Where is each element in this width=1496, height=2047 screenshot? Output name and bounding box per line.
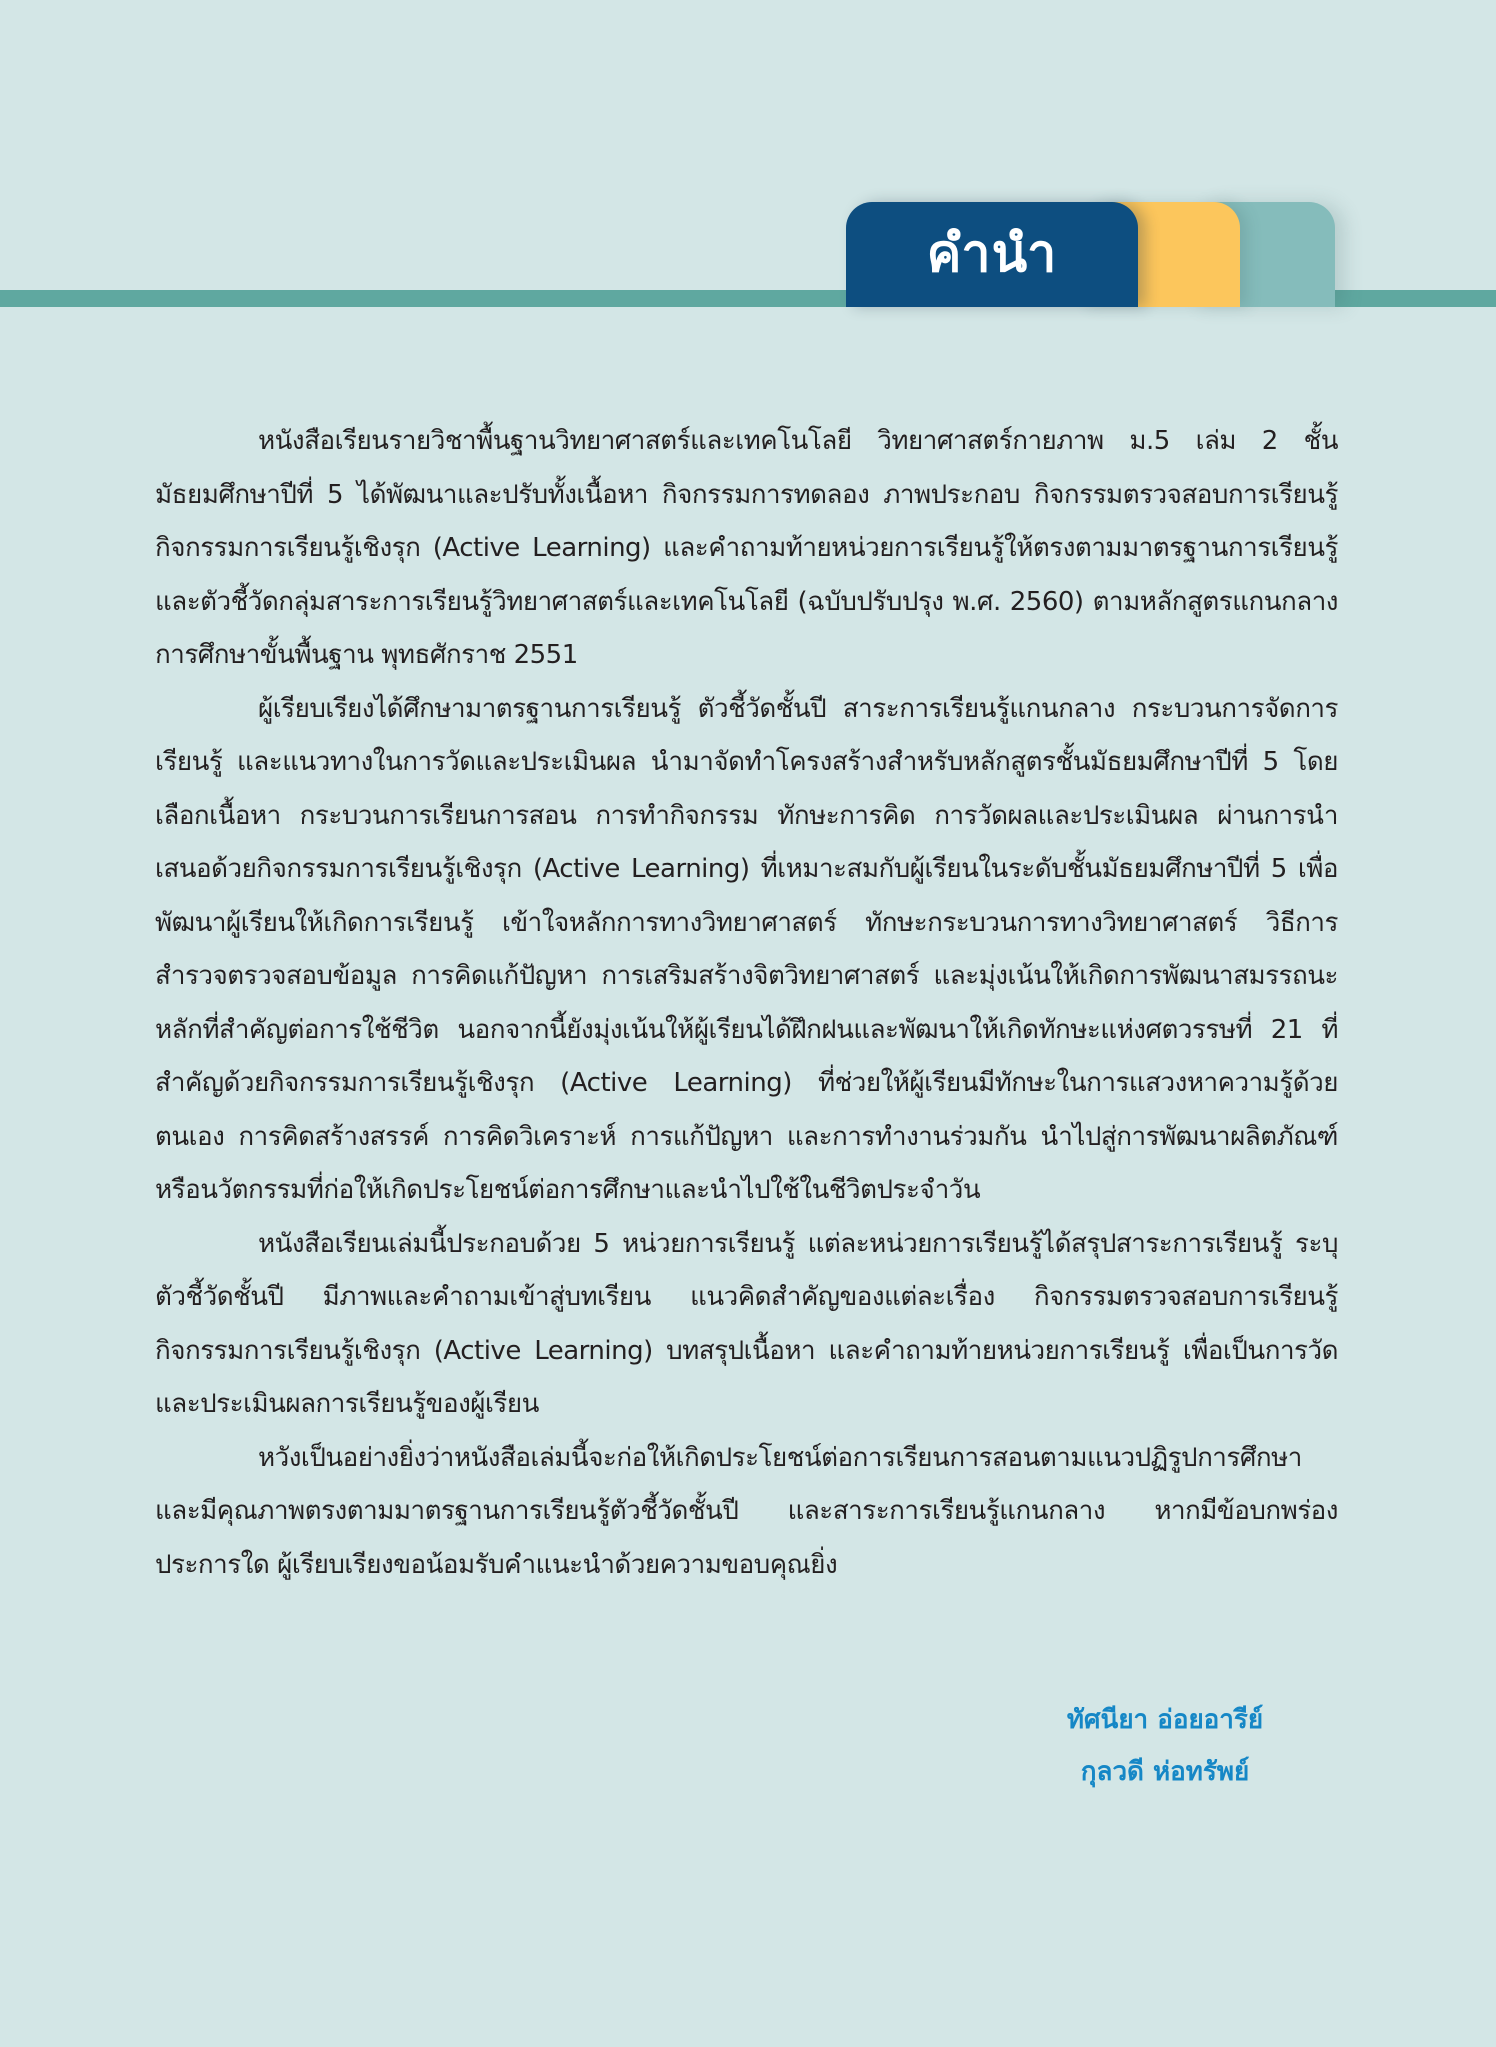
author-name-1: ทัศนียา อ่อยอารีย์ [1066,1705,1264,1735]
paragraph-2: ผู้เรียบเรียงได้ศึกษามาตรฐานการเรียนรู้ ตัวชี้วัดชั้นปี สาระการเรียนรู้แกนกลาง กระบวนการจัดการเรียนรู้ และแนวทางในการวัดและประเมินผล นำมาจัดทำโครงสร้างสำหรับหลักสูตรชั้นมัธยมศึกษาปีที่ 5 โดยเลือกเนื้อหา กระบวนการเรียนการสอน การทำกิจกรรม ทักษะการคิด การวัดผลและประเมินผล ผ่านการนำเสนอด้วยกิจกรรมการเรียนรู้เชิงรุก (Active Learning) ที่เหมาะสมกับผู้เรียนในระดับชั้นมัธยมศึกษาปีที่ 5 เพื่อพัฒนาผู้เรียนให้เกิดการเรียนรู้ เข้าใจหลักการทางวิทยาศาสตร์ ทักษะกระบวนการทางวิทยาศาสตร์ วิธีการสำรวจตรวจสอบข้อมูล การคิดแก้ปัญหา การเสริมสร้างจิตวิทยาศาสตร์ และมุ่งเน้นให้เกิดการพัฒนาสมรรถนะหลักที่สำคัญต่อการใช้ชีวิต นอกจากนี้ยังมุ่งเน้นให้ผู้เรียนได้ฝึกฝนและพัฒนาให้เกิดทักษะแห่งศตวรรษที่ 21 ที่สำคัญด้วยกิจกรรมการเรียนรู้เชิงรุก (Active Learning) ที่ช่วยให้ผู้เรียนมีทักษะในการแสวงหาความรู้ด้วยตนเอง การคิดสร้างสรรค์ การคิดวิเคราะห์ การแก้ปัญหา และการทำงานร่วมกัน นำไปสู่การพัฒนาผลิตภัณฑ์หรือนวัตกรรมที่ก่อให้เกิดประโยชน์ต่อการศึกษาและนำไปใช้ในชีวิตประจำวัน [155,693,1338,1205]
paragraph-4: หวังเป็นอย่างยิ่งว่าหนังสือเล่มนี้จะก่อให้เกิดประโยชน์ต่อการเรียนการสอนตามแนวปฏิรูปการศึกษา และมีคุณภาพตรงตามมาตรฐานการเรียนรู้ตัวชี้วัดชั้นปี และสาระการเรียนรู้แกนกลาง หากมีข้อบกพร่องประการใด ผู้เรียบเรียงขอน้อมรับคำแนะนำด้วยความขอบคุณยิ่ง [155,1442,1338,1580]
paragraph-1: หนังสือเรียนรายวิชาพื้นฐานวิทยาศาสตร์และเทคโนโลยี วิทยาศาสตร์กายภาพ ม.5 เล่ม 2 ชั้นมัธยมศึกษาปีที่ 5 ได้พัฒนาและปรับทั้งเนื้อหา กิจกรรมการทดลอง ภาพประกอบ กิจกรรมตรวจสอบการเรียนรู้ กิจกรรมการเรียนรู้เชิงรุก (Active Learning) และคำถามท้ายหน่วยการเรียนรู้ให้ตรงตามมาตรฐานการเรียนรู้และตัวชี้วัดกลุ่มสาระการเรียนรู้วิทยาศาสตร์และเทคโนโลยี (ฉบับปรับปรุง พ.ศ. 2560) ตามหลักสูตรแกนกลางการศึกษาขั้นพื้นฐาน พุทธศักราช 2551 [155,426,1338,670]
page-title: คำนำ [926,224,1058,284]
preface-body [155,415,1338,1592]
paragraph-3: หนังสือเรียนเล่มนี้ประกอบด้วย 5 หน่วยการเรียนรู้ แต่ละหน่วยการเรียนรู้ได้สรุปสาระการเรียนรู้ ระบุตัวชี้วัดชั้นปี มีภาพและคำถามเข้าสู่บทเรียน แนวคิดสำคัญของแต่ละเรื่อง กิจกรรมตรวจสอบการเรียนรู้ กิจกรรมการเรียนรู้เชิงรุก (Active Learning) บทสรุปเนื้อหา และคำถามท้ายหน่วยการเรียนรู้ เพื่อเป็นการวัดและประเมินผลการเรียนรู้ของผู้เรียน [155,1228,1338,1419]
author-name-2: กุลวดี ห่อทรัพย์ [1080,1757,1250,1787]
header-tab-title [846,202,1138,307]
author-signature [1010,1694,1320,1798]
